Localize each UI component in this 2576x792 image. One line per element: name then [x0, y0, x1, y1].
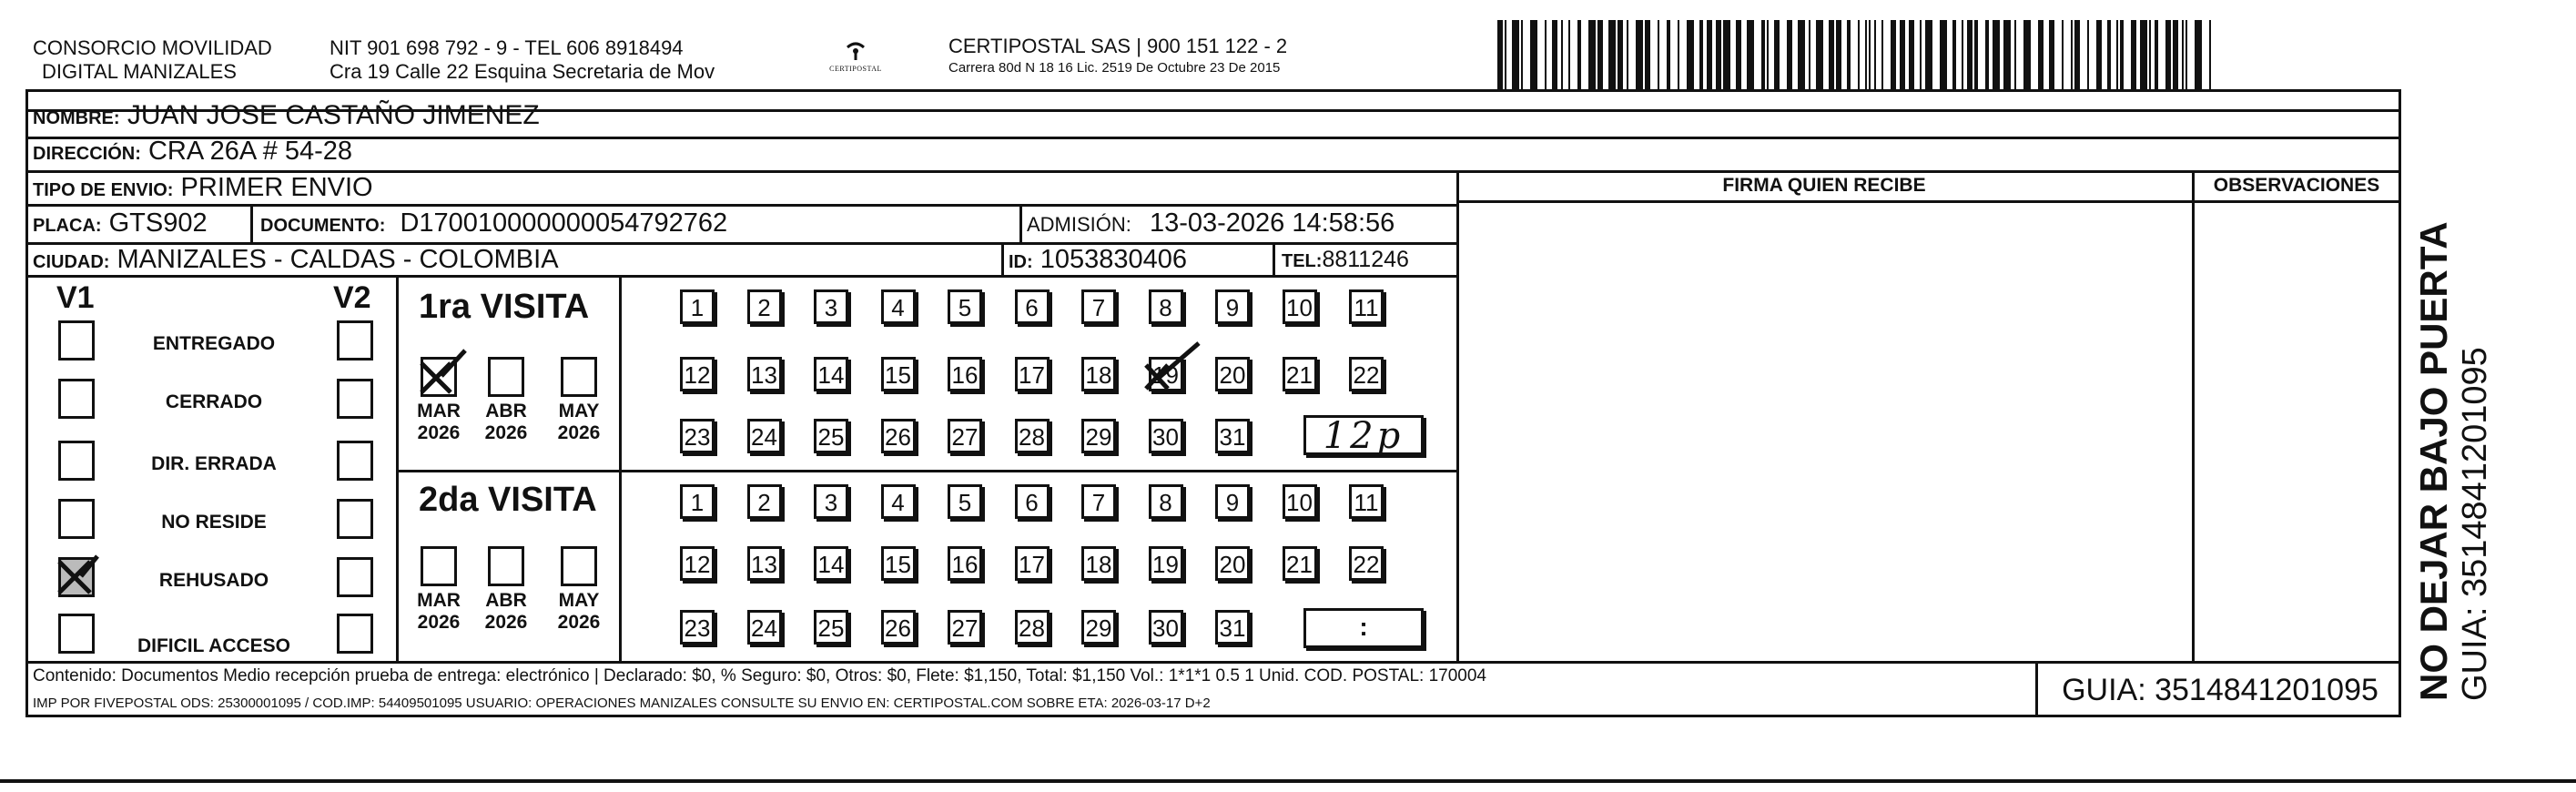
row-divider-footer: [25, 661, 2401, 664]
barcode-bar: [1967, 20, 1973, 89]
day-box[interactable]: 16: [948, 546, 982, 581]
day-box[interactable]: 30: [1149, 610, 1183, 645]
barcode-bar: [1787, 20, 1792, 89]
barcode-bar: [1925, 20, 1932, 89]
firma-area[interactable]: [1459, 204, 2189, 659]
col-divider-placa: [250, 204, 253, 242]
barcode-bar: [2165, 20, 2171, 89]
v1-checkbox[interactable]: [58, 320, 95, 360]
v2-checkbox[interactable]: [337, 614, 373, 654]
month-label: [411, 401, 466, 444]
barcode-bar: [1512, 20, 1519, 89]
barcode-bar: [1962, 20, 1963, 89]
barcode-bar: [2074, 20, 2080, 89]
day-box[interactable]: 2: [747, 484, 782, 519]
v1-checkbox[interactable]: [58, 557, 95, 597]
company-nit: [330, 36, 715, 84]
barcode-bar: [2120, 20, 2124, 89]
tel-value: 8811246: [1322, 247, 1409, 272]
status-option-label: DIR. ERRADA: [151, 453, 277, 474]
side-guia: GUIA: 3514841201095: [2456, 347, 2494, 701]
month-name: MAR: [417, 401, 461, 421]
barcode-bar: [1829, 20, 1834, 89]
month-year: 2026: [417, 612, 461, 633]
company-line-1: CONSORCIO MOVILIDAD: [33, 36, 272, 59]
col-divider-tel: [1273, 242, 1275, 275]
direccion-label: DIRECCIÓN:: [33, 144, 141, 164]
logo-text: CERTIPOSTAL: [829, 65, 882, 73]
month-label: [411, 590, 466, 634]
barcode-bar: [2140, 20, 2147, 89]
day-box[interactable]: 28: [1015, 419, 1050, 453]
barcode-bar: [2049, 20, 2054, 89]
barcode-bar: [2155, 20, 2158, 89]
barcode-bar: [1909, 20, 1914, 89]
day-box[interactable]: 13: [747, 357, 782, 391]
barcode-bar: [1858, 20, 1860, 89]
barcode-bar: [2023, 20, 2031, 89]
firma-header: FIRMA QUIEN RECIBE: [1722, 175, 1926, 196]
barcode-bar: [1627, 20, 1628, 89]
day-box[interactable]: 31: [1215, 419, 1250, 453]
carrier-line-1: CERTIPOSTAL SAS | 900 151 122 - 2: [948, 35, 1288, 57]
footer-guia: GUIA: 3514841201095: [2062, 673, 2378, 707]
v2-checkbox[interactable]: [337, 557, 373, 597]
barcode-bar: [1577, 20, 1581, 89]
barcode-bar: [2071, 20, 2073, 89]
barcode-bar: [2149, 20, 2151, 89]
no-dejar-bajo-puerta: NO DEJAR BAJO PUERTA: [2412, 221, 2455, 701]
month-checkbox[interactable]: [561, 357, 597, 397]
nombre-value: JUAN JOSE CASTAÑO JIMENEZ: [127, 100, 540, 130]
day-box[interactable]: 18: [1081, 546, 1116, 581]
barcode-bar: [2186, 20, 2187, 89]
barcode-bar: [1809, 20, 1810, 89]
v2-checkbox[interactable]: [337, 320, 373, 360]
certipostal-logo: [824, 40, 887, 73]
month-name: ABR: [485, 401, 527, 421]
day-box[interactable]: 13: [747, 546, 782, 581]
day-box[interactable]: 15: [881, 357, 916, 391]
month-checkbox[interactable]: [421, 546, 457, 586]
day-box[interactable]: 20: [1215, 357, 1250, 391]
tel-label: TEL:: [1282, 251, 1323, 271]
nit-line-1: NIT 901 698 792 - 9 - TEL 606 8918494: [330, 36, 684, 59]
day-box[interactable]: 30: [1149, 419, 1183, 453]
day-box[interactable]: 12: [680, 546, 715, 581]
barcode-bar: [1985, 20, 1989, 89]
logo-icon: [842, 40, 869, 60]
day-box[interactable]: 15: [881, 546, 916, 581]
day-box[interactable]: 3: [814, 484, 848, 519]
barcode-bar: [1588, 20, 1596, 89]
check-mark-icon: [1141, 340, 1204, 394]
visit-divider: [396, 470, 1456, 472]
day-box[interactable]: 22: [1349, 357, 1384, 391]
nit-line-2: Cra 19 Calle 22 Esquina Secretaria de Mov: [330, 60, 715, 83]
status-option-label: REHUSADO: [158, 570, 269, 591]
v2-checkbox[interactable]: [337, 441, 373, 481]
month-name: ABR: [485, 590, 527, 611]
barcode-bar: [2096, 20, 2102, 89]
day-box[interactable]: 7: [1081, 484, 1116, 519]
v1-header: V1: [56, 280, 95, 315]
ciudad-field: [33, 244, 559, 278]
month-label: [479, 401, 533, 444]
day-box[interactable]: 29: [1081, 419, 1116, 453]
month-checkbox[interactable]: [421, 357, 457, 397]
barcode-bar: [1920, 20, 1922, 89]
tipo-envio-field: [33, 172, 373, 206]
v2-header: V2: [333, 280, 371, 315]
day-box[interactable]: 19: [1149, 357, 1183, 391]
barcode-bar: [1891, 20, 1896, 89]
barcode-bar: [1608, 20, 1616, 89]
barcode-bar: [2014, 20, 2016, 89]
nombre-label: NOMBRE:: [33, 108, 120, 128]
barcode-bar: [1723, 20, 1730, 89]
direccion-field: [33, 136, 352, 169]
barcode-bar: [1940, 20, 1947, 89]
barcode-bar: [1568, 20, 1570, 89]
col-divider-id: [1001, 242, 1004, 275]
month-name: MAY: [558, 401, 600, 421]
status-option-label: DIFICIL ACCESO: [137, 635, 290, 656]
barcode-bar: [1699, 20, 1703, 89]
observaciones-header: OBSERVACIONES: [2213, 175, 2380, 196]
barcode-bar: [1505, 20, 1506, 89]
day-box[interactable]: 21: [1283, 357, 1317, 391]
day-box[interactable]: 28: [1015, 610, 1050, 645]
barcode-bar: [1716, 20, 1721, 89]
documento-field: [260, 208, 727, 241]
barcode-bar: [2003, 20, 2011, 89]
day-box[interactable]: 9: [1215, 289, 1250, 324]
barcode-bar: [1798, 20, 1805, 89]
carrier-info: [948, 35, 1287, 76]
company-line-2: DIGITAL MANIZALES: [42, 60, 237, 83]
col-divider-admision: [1019, 204, 1022, 242]
barcode-bar: [1974, 20, 1978, 89]
month-checkbox[interactable]: [488, 357, 524, 397]
day-box[interactable]: 8: [1149, 289, 1183, 324]
day-box[interactable]: 19: [1149, 546, 1183, 581]
barcode-bar: [1530, 20, 1537, 89]
barcode-bar: [1869, 20, 1871, 89]
company-name: [33, 36, 272, 84]
barcode-bar: [2107, 20, 2111, 89]
day-box[interactable]: 6: [1015, 289, 1050, 324]
documento-label: DOCUMENTO:: [260, 216, 386, 236]
barcode-bar: [1678, 20, 1679, 89]
day-box[interactable]: 4: [881, 289, 916, 324]
barcode-bar: [1707, 20, 1712, 89]
barcode: [1496, 20, 2215, 89]
day-box[interactable]: 5: [948, 289, 982, 324]
placa-field: [33, 208, 208, 241]
barcode-bar: [1816, 20, 1823, 89]
barcode-bar: [1747, 20, 1754, 89]
barcode-bar: [1836, 20, 1841, 89]
id-value: 1053830406: [1040, 245, 1188, 274]
firma-header-underline: [1456, 200, 2401, 203]
admision-field: [1027, 208, 1394, 240]
v1-checkbox[interactable]: [58, 499, 95, 539]
barcode-bar: [1881, 20, 1883, 89]
barcode-bar: [1687, 20, 1694, 89]
day-box[interactable]: 24: [747, 419, 782, 453]
barcode-bar: [2195, 20, 2202, 89]
barcode-bar: [2062, 20, 2064, 89]
day-box[interactable]: 10: [1283, 484, 1317, 519]
placa-value: GTS902: [108, 208, 208, 238]
admision-label: ADMISIÓN:: [1027, 213, 1131, 236]
tel-field: [1282, 244, 1409, 277]
id-label: ID:: [1009, 252, 1033, 272]
documento-value: D170010000000054792762: [400, 208, 728, 238]
barcode-bar: [2116, 20, 2118, 89]
footer-impresion: IMP POR FIVEPOSTAL ODS: 25300001095 / COD.IMP: 54409501095 USUARIO: OPERACIONES MANIZALES CONSULTE SU ENVIO EN: CERTIPOSTAL.COM SOBRE ETA: 2026-03-17 D+2: [33, 696, 1211, 711]
day-box[interactable]: 5: [948, 484, 982, 519]
placa-label: PLACA:: [33, 216, 102, 236]
month-year: 2026: [557, 612, 601, 633]
day-box[interactable]: 31: [1215, 610, 1250, 645]
carrier-line-2: Carrera 80d N 18 16 Lic. 2519 De Octubre 23 De 2015: [948, 60, 1281, 76]
tipo-envio-value: PRIMER ENVIO: [180, 173, 373, 202]
barcode-bar: [1736, 20, 1741, 89]
day-box[interactable]: 26: [881, 610, 916, 645]
ciudad-label: CIUDAD:: [33, 252, 110, 272]
id-field: [1009, 244, 1187, 278]
month-name: MAR: [417, 590, 461, 611]
direccion-value: CRA 26A # 54-28: [147, 137, 353, 166]
day-box[interactable]: 27: [948, 610, 982, 645]
barcode-bar: [1847, 20, 1851, 89]
bottom-rule: [0, 779, 2576, 783]
barcode-bar: [1552, 20, 1557, 89]
v2-checkbox[interactable]: [337, 379, 373, 419]
barcode-bar: [1900, 20, 1905, 89]
second-visit-time-box[interactable]: [1303, 608, 1424, 648]
barcode-bar: [1761, 20, 1765, 89]
barcode-bar: [1952, 20, 1956, 89]
month-name: MAY: [558, 590, 600, 611]
v1-checkbox[interactable]: [58, 441, 95, 481]
day-box[interactable]: 17: [1015, 357, 1050, 391]
status-option-label: CERRADO: [165, 391, 263, 412]
admision-value: 13-03-2026 14:58:56: [1149, 208, 1395, 238]
barcode-bar: [1874, 20, 1876, 89]
day-box[interactable]: 27: [948, 419, 982, 453]
day-box[interactable]: 14: [814, 546, 848, 581]
col-divider-months: [619, 275, 622, 661]
day-box[interactable]: 21: [1283, 546, 1317, 581]
month-year: 2026: [557, 422, 601, 443]
day-box[interactable]: 23: [680, 610, 715, 645]
v2-checkbox[interactable]: [337, 499, 373, 539]
day-box[interactable]: 18: [1081, 357, 1116, 391]
second-visit-time-placeholder: :: [1359, 613, 1368, 641]
month-checkbox[interactable]: [488, 546, 524, 586]
barcode-bar: [1767, 20, 1769, 89]
barcode-bar: [1521, 20, 1523, 89]
day-box[interactable]: 10: [1283, 289, 1317, 324]
v1-checkbox[interactable]: [58, 379, 95, 419]
month-year: 2026: [417, 422, 461, 443]
barcode-bar: [2131, 20, 2136, 89]
x-mark-icon: [56, 553, 101, 598]
day-box[interactable]: 11: [1349, 289, 1384, 324]
day-box[interactable]: 23: [680, 419, 715, 453]
day-box[interactable]: 22: [1349, 546, 1384, 581]
v1-checkbox[interactable]: [58, 614, 95, 654]
first-visit-title: 1ra VISITA: [419, 288, 590, 326]
barcode-bar: [2182, 20, 2184, 89]
month-label: [552, 401, 606, 444]
day-box[interactable]: 6: [1015, 484, 1050, 519]
month-label: [552, 590, 606, 634]
day-box[interactable]: 25: [814, 419, 848, 453]
barcode-bar: [1774, 20, 1780, 89]
barcode-bar: [1545, 20, 1547, 89]
day-box[interactable]: 20: [1215, 546, 1250, 581]
barcode-bar: [1993, 20, 2000, 89]
side-notice: [2412, 118, 2494, 701]
status-option-label: ENTREGADO: [152, 333, 276, 354]
barcode-bar: [1636, 20, 1643, 89]
status-option-label: NO RESIDE: [161, 512, 267, 533]
barcode-bar: [1658, 20, 1659, 89]
barcode-bar: [2087, 20, 2089, 89]
day-box[interactable]: 7: [1081, 289, 1116, 324]
col-divider-status: [396, 275, 399, 661]
barcode-bar: [2173, 20, 2178, 89]
first-visit-time-box[interactable]: [1303, 415, 1424, 455]
day-box[interactable]: 4: [881, 484, 916, 519]
barcode-bar: [1561, 20, 1563, 89]
month-checkbox[interactable]: [561, 546, 597, 586]
day-box[interactable]: 25: [814, 610, 848, 645]
check-mark-icon: [418, 347, 469, 398]
month-label: [479, 590, 533, 634]
day-box[interactable]: 17: [1015, 546, 1050, 581]
barcode-bar: [2209, 20, 2211, 89]
day-box[interactable]: 11: [1349, 484, 1384, 519]
col-divider-footer-guia: [2035, 661, 2038, 717]
barcode-bar: [1667, 20, 1670, 89]
row-divider-direccion: [25, 137, 2401, 139]
barcode-bar: [1645, 20, 1650, 89]
day-box[interactable]: 14: [814, 357, 848, 391]
barcode-bar: [2038, 20, 2044, 89]
month-year: 2026: [484, 422, 528, 443]
footer-contenido: Contenido: Documentos Medio recepción prueba de entrega: electrónico | Declarado: $0, % Seguro: $0, Otros: $0, Flete: $1,150, Total: $1,150 Vol.: 1*1*1 0.5 1 Unid. COD. POSTAL: 170004: [33, 666, 1486, 685]
day-box[interactable]: 29: [1081, 610, 1116, 645]
second-visit-title: 2da VISITA: [419, 481, 597, 519]
day-box[interactable]: 24: [747, 610, 782, 645]
observaciones-area[interactable]: [2195, 204, 2399, 659]
barcode-bar: [1497, 20, 1503, 89]
month-year: 2026: [484, 612, 528, 633]
day-box[interactable]: 16: [948, 357, 982, 391]
barcode-bar: [1865, 20, 1867, 89]
day-box[interactable]: 9: [1215, 484, 1250, 519]
ciudad-value: MANIZALES - CALDAS - COLOMBIA: [117, 245, 559, 274]
nombre-field: [33, 98, 540, 136]
barcode-bar: [1597, 20, 1603, 89]
day-box[interactable]: 8: [1149, 484, 1183, 519]
day-box[interactable]: 1: [680, 289, 715, 324]
day-box[interactable]: 12: [680, 357, 715, 391]
barcode-bar: [1618, 20, 1623, 89]
tipo-envio-label: TIPO DE ENVIO:: [33, 180, 174, 200]
day-box[interactable]: 2: [747, 289, 782, 324]
day-box[interactable]: 1: [680, 484, 715, 519]
day-box[interactable]: 3: [814, 289, 848, 324]
day-box[interactable]: 26: [881, 419, 916, 453]
first-visit-handwritten-time: 12p: [1323, 415, 1405, 457]
